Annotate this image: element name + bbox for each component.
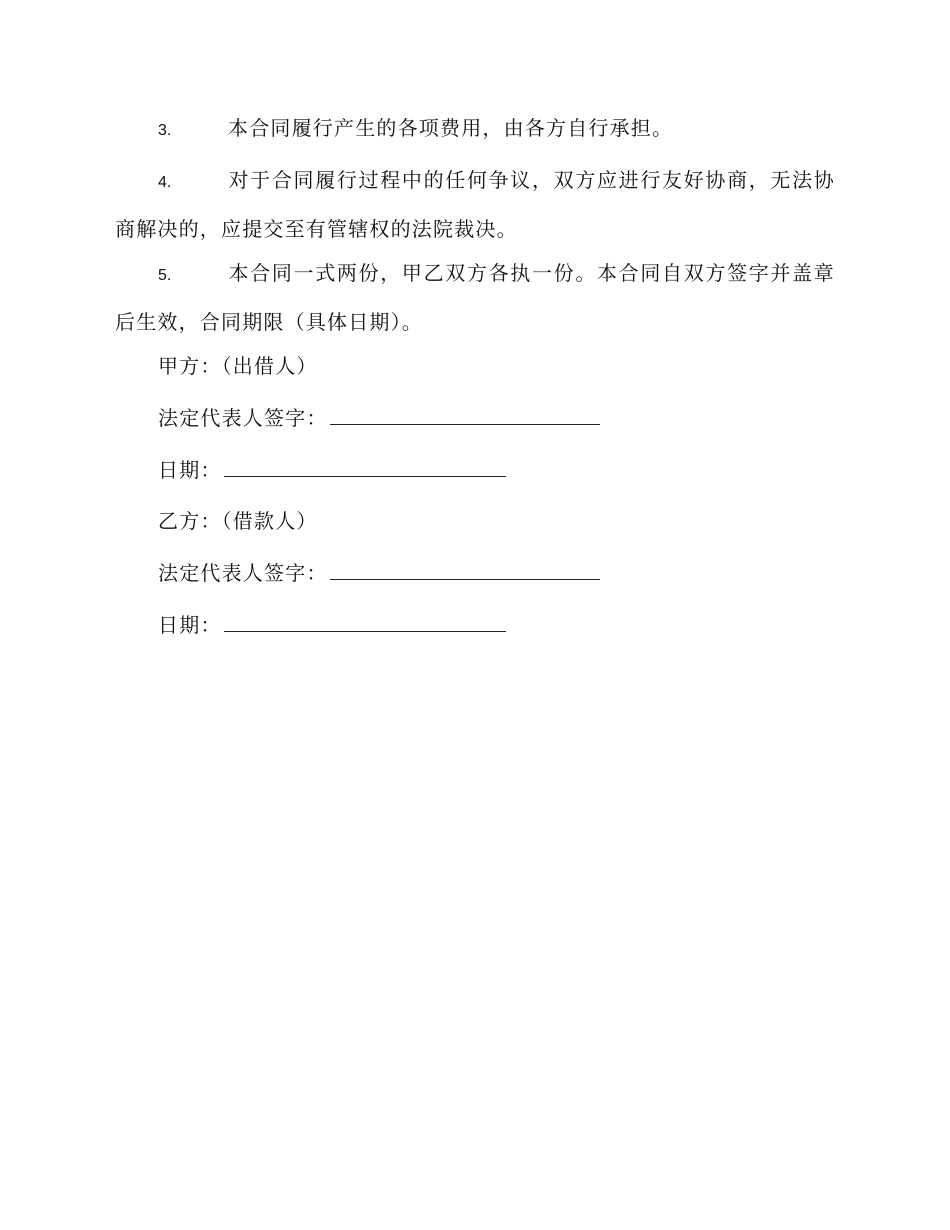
clause-number: 3. xyxy=(158,122,172,139)
date-label: 日期： xyxy=(158,458,222,482)
clause-number: 4. xyxy=(158,174,172,191)
party-a-date xyxy=(158,456,506,484)
clause-4 xyxy=(115,157,835,252)
clause-text-continued: 后生效，合同期限（具体日期）。 xyxy=(115,310,423,334)
clause-text: 本合同履行产生的各项费用，由各方自行承担。 xyxy=(228,116,674,140)
clause-text: 本合同一式两份，甲乙双方各执一份。本合同自双方签字并盖章 xyxy=(228,261,835,285)
date-label: 日期： xyxy=(158,613,222,637)
clause-3 xyxy=(115,105,835,154)
party-b-date xyxy=(158,611,506,639)
clause-text: 对于合同履行过程中的任何争议，双方应进行友好协商，无法协 xyxy=(228,168,835,192)
party-b-label: 乙方：（借款人） xyxy=(158,509,318,533)
clause-5 xyxy=(115,250,835,345)
date-line[interactable] xyxy=(224,456,506,477)
signature-label: 法定代表人签字： xyxy=(158,561,328,585)
party-b-representative-signature xyxy=(158,559,600,587)
party-a-representative-signature xyxy=(158,404,600,432)
signature-line[interactable] xyxy=(330,559,600,580)
signature-label: 法定代表人签字： xyxy=(158,406,328,430)
clause-text-continued: 商解决的，应提交至有管辖权的法院裁决。 xyxy=(115,217,518,241)
party-a-label: 甲方：（出借人） xyxy=(158,354,318,378)
clause-number: 5. xyxy=(158,267,172,284)
date-line[interactable] xyxy=(224,611,506,632)
signature-line[interactable] xyxy=(330,404,600,425)
